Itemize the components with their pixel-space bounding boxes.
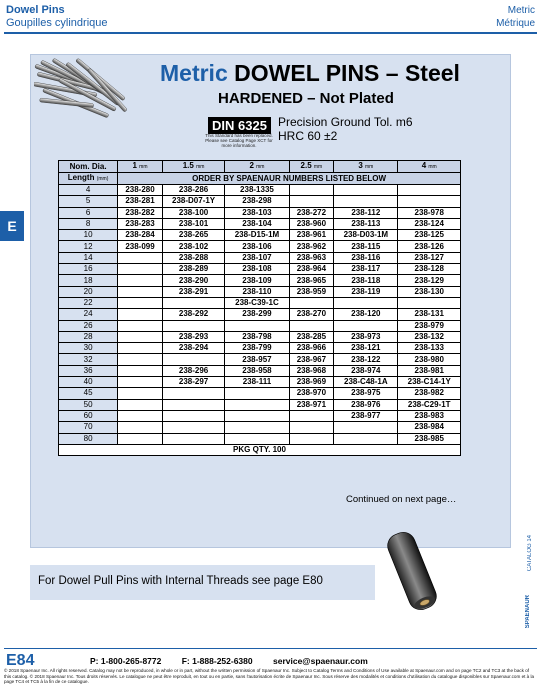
table-row	[59, 286, 461, 297]
part-number-cell[interactable]: 238-133	[398, 343, 461, 354]
part-number-cell[interactable]: 238-296	[162, 365, 225, 376]
part-number-cell[interactable]: 238-967	[289, 354, 334, 365]
part-number-cell[interactable]: 238-983	[398, 410, 461, 421]
part-number-cell[interactable]: 238-971	[289, 399, 334, 410]
category-fr: Métrique	[496, 18, 535, 29]
title-rest: DOWEL PINS – Steel	[234, 60, 460, 86]
part-number-cell[interactable]: 238-129	[398, 275, 461, 286]
part-number-cell[interactable]: 238-108	[225, 264, 289, 275]
part-number-cell[interactable]: 238-297	[162, 377, 225, 388]
length-label: Length (mm)	[59, 173, 118, 185]
part-number-cell[interactable]: 238-C14-1Y	[398, 377, 461, 388]
part-number-cell[interactable]: 238-965	[289, 275, 334, 286]
part-number-cell[interactable]: 238-122	[334, 354, 398, 365]
length-cell: 80	[59, 433, 118, 444]
part-number-cell[interactable]: 238-113	[334, 218, 398, 229]
table-row	[59, 196, 461, 207]
part-number-cell[interactable]: 238-981	[398, 365, 461, 376]
nom-dia-label: Nom. Dia.	[59, 161, 118, 173]
fax: F: 1-888-252-6380	[181, 656, 253, 666]
pkg-qty-row	[59, 444, 461, 455]
part-number-cell	[162, 320, 225, 331]
table-row	[59, 207, 461, 218]
part-number-cell	[289, 433, 334, 444]
part-number-cell[interactable]: 238-128	[398, 264, 461, 275]
part-number-cell[interactable]: 238-964	[289, 264, 334, 275]
part-number-cell[interactable]: 238-298	[225, 196, 289, 207]
part-number-cell	[162, 422, 225, 433]
part-number-cell	[398, 185, 461, 196]
din-badge: DIN 6325	[208, 117, 271, 134]
length-cell: 12	[59, 241, 118, 252]
contact-line	[90, 656, 386, 666]
part-number-cell[interactable]: 238-110	[225, 286, 289, 297]
part-number-cell	[225, 433, 289, 444]
part-number-cell[interactable]: 238-131	[398, 309, 461, 320]
part-number-cell[interactable]: 238-974	[334, 365, 398, 376]
page-number: E84	[6, 652, 35, 669]
part-number-cell	[289, 422, 334, 433]
header-row	[59, 161, 461, 173]
part-number-cell[interactable]: 238-280	[118, 185, 163, 196]
order-instruction: ORDER BY SPAENAUR NUMBERS LISTED BELOW	[118, 173, 461, 185]
part-number-cell	[225, 410, 289, 421]
part-number-cell[interactable]: 238-985	[398, 433, 461, 444]
part-number-cell[interactable]: 238-978	[398, 207, 461, 218]
part-number-cell[interactable]: 238-C48-1A	[334, 377, 398, 388]
length-cell: 40	[59, 377, 118, 388]
table-row	[59, 365, 461, 376]
title-metric: Metric	[160, 60, 228, 86]
part-number-cell[interactable]: 238-120	[334, 309, 398, 320]
part-number-cell	[225, 399, 289, 410]
part-number-cell[interactable]: 238-1335	[225, 185, 289, 196]
table-row	[59, 230, 461, 241]
part-number-cell	[162, 399, 225, 410]
table-row	[59, 241, 461, 252]
part-number-cell	[118, 422, 163, 433]
dia-col-3: 2 mm	[225, 161, 289, 173]
part-number-cell[interactable]: 238-977	[334, 410, 398, 421]
part-number-cell[interactable]: 238-D07-1Y	[162, 196, 225, 207]
part-number-cell	[118, 377, 163, 388]
length-cell: 28	[59, 331, 118, 342]
header-rule	[4, 32, 537, 34]
section-tab[interactable]: E	[0, 211, 24, 241]
length-cell: 22	[59, 297, 118, 308]
part-number-cell[interactable]: 238-293	[162, 331, 225, 342]
part-number-cell[interactable]: 238-286	[162, 185, 225, 196]
part-number-cell[interactable]: 238-102	[162, 241, 225, 252]
page-title	[160, 60, 460, 87]
part-number-cell[interactable]: 238-799	[225, 343, 289, 354]
part-number-cell[interactable]: 238-960	[289, 218, 334, 229]
part-number-cell	[118, 286, 163, 297]
table-row	[59, 275, 461, 286]
part-number-cell	[118, 365, 163, 376]
part-number-cell	[118, 331, 163, 342]
part-number-cell[interactable]: 238-100	[162, 207, 225, 218]
table-row	[59, 264, 461, 275]
part-number-cell[interactable]: 238-973	[334, 331, 398, 342]
table-row	[59, 422, 461, 433]
section-title-en: Dowel Pins	[6, 4, 65, 16]
brand-logo: SPAENAUR	[525, 595, 531, 629]
part-number-cell	[118, 264, 163, 275]
part-number-cell[interactable]: 238-130	[398, 286, 461, 297]
part-number-cell[interactable]: 238-109	[225, 275, 289, 286]
part-number-cell	[225, 422, 289, 433]
part-number-cell[interactable]: 238-132	[398, 331, 461, 342]
table-row	[59, 331, 461, 342]
part-number-cell[interactable]: 238-117	[334, 264, 398, 275]
section-title-fr: Goupilles cylindrique	[6, 17, 108, 29]
part-number-cell	[118, 320, 163, 331]
part-number-cell	[162, 354, 225, 365]
part-number-cell	[289, 320, 334, 331]
part-number-cell	[398, 297, 461, 308]
part-number-cell[interactable]: 238-798	[225, 331, 289, 342]
part-number-cell[interactable]: 238-961	[289, 230, 334, 241]
catalog-tab: CATALOG 14	[527, 535, 533, 572]
table-row	[59, 309, 461, 320]
part-number-cell[interactable]: 238-289	[162, 264, 225, 275]
dia-col-1: 1 mm	[118, 161, 163, 173]
spec-hardness: HRC 60 ±2	[278, 129, 338, 143]
table-row	[59, 320, 461, 331]
length-cell: 24	[59, 309, 118, 320]
part-number-cell[interactable]: 238-111	[225, 377, 289, 388]
part-number-cell[interactable]: 238-962	[289, 241, 334, 252]
part-number-cell[interactable]: 238-272	[289, 207, 334, 218]
part-number-cell[interactable]: 238-976	[334, 399, 398, 410]
part-number-cell[interactable]: 238-292	[162, 309, 225, 320]
part-number-cell[interactable]: 238-982	[398, 388, 461, 399]
length-cell: 18	[59, 275, 118, 286]
length-cell: 20	[59, 286, 118, 297]
part-number-cell[interactable]: 238-957	[225, 354, 289, 365]
table-row	[59, 377, 461, 388]
part-number-cell	[162, 388, 225, 399]
dowel-pins-image	[34, 58, 152, 122]
length-cell: 36	[59, 365, 118, 376]
table-row	[59, 185, 461, 196]
part-number-cell	[118, 433, 163, 444]
part-number-cell[interactable]: 238-282	[118, 207, 163, 218]
part-number-cell[interactable]: 238-283	[118, 218, 163, 229]
part-number-cell[interactable]: 238-127	[398, 252, 461, 263]
part-number-cell[interactable]: 238-101	[162, 218, 225, 229]
table-row	[59, 297, 461, 308]
part-number-cell[interactable]: 238-121	[334, 343, 398, 354]
length-cell: 16	[59, 264, 118, 275]
table-row	[59, 218, 461, 229]
part-number-cell	[118, 343, 163, 354]
part-number-cell[interactable]: 238-103	[225, 207, 289, 218]
part-number-cell[interactable]: 238-125	[398, 230, 461, 241]
part-number-cell[interactable]: 238-270	[289, 309, 334, 320]
table-row	[59, 343, 461, 354]
part-number-cell[interactable]: 238-285	[289, 331, 334, 342]
length-cell: 10	[59, 230, 118, 241]
pull-pins-reference[interactable]: For Dowel Pull Pins with Internal Threads see page E80	[38, 575, 323, 587]
threaded-pin-image	[372, 525, 452, 617]
part-number-cell	[289, 196, 334, 207]
part-number-cell[interactable]: 238-099	[118, 241, 163, 252]
part-number-cell[interactable]: 238-968	[289, 365, 334, 376]
part-number-cell	[289, 185, 334, 196]
part-number-cell[interactable]: 238-107	[225, 252, 289, 263]
part-number-cell	[118, 252, 163, 263]
part-number-cell[interactable]: 238-975	[334, 388, 398, 399]
dia-col-5: 3 mm	[334, 161, 398, 173]
part-number-cell[interactable]: 238-119	[334, 286, 398, 297]
header-right	[496, 4, 535, 30]
part-number-cell	[334, 422, 398, 433]
length-cell: 32	[59, 354, 118, 365]
part-number-cell[interactable]: 238-116	[334, 252, 398, 263]
part-number-cell[interactable]: 238-958	[225, 365, 289, 376]
length-cell: 50	[59, 399, 118, 410]
dowel-pin-table	[58, 160, 461, 456]
part-number-cell	[334, 320, 398, 331]
part-number-cell[interactable]: 238-294	[162, 343, 225, 354]
part-number-cell	[289, 410, 334, 421]
part-number-cell[interactable]: 238-291	[162, 286, 225, 297]
part-number-cell[interactable]: 238-118	[334, 275, 398, 286]
part-number-cell[interactable]: 238-284	[118, 230, 163, 241]
part-number-cell[interactable]: 238-106	[225, 241, 289, 252]
part-number-cell	[334, 297, 398, 308]
length-cell: 45	[59, 388, 118, 399]
legal-text: © 2018 Spaenaur Inc. All rights reserved. Catalog may not be reproduced, in whole or in part, without the written permission of Spaenaur Inc. Subject to Catalog Terms and Conditions of Use available at Spaenaur.com and on page TC2 and TC3 at the back of this catalog. © 2018 Spaenaur Inc. Tous droits réservés. Le catalogue ne peut être reproduit, en tout ou en partie, sans l'autorisation écrite de Spaenaur Inc. Sous réserve des modalités et conditions d'utilisation du catalogue disponibles sur Spaenaur.com et à la page TC4 et TC5 à la fin de ce catalogue.	[4, 668, 535, 685]
part-number-cell	[225, 388, 289, 399]
part-number-cell[interactable]: 238-963	[289, 252, 334, 263]
part-number-cell	[118, 309, 163, 320]
length-cell: 26	[59, 320, 118, 331]
part-number-cell	[225, 320, 289, 331]
part-number-cell[interactable]: 238-124	[398, 218, 461, 229]
length-cell: 5	[59, 196, 118, 207]
part-number-cell	[334, 196, 398, 207]
dia-col-4: 2.5 mm	[289, 161, 334, 173]
email-link[interactable]: service@spaenaur.com	[273, 656, 368, 666]
header-left	[6, 4, 108, 30]
table-row	[59, 354, 461, 365]
part-number-cell	[162, 433, 225, 444]
length-cell: 60	[59, 410, 118, 421]
part-number-cell	[118, 297, 163, 308]
footer-rule	[4, 648, 537, 649]
table-row	[59, 433, 461, 444]
length-cell: 6	[59, 207, 118, 218]
part-number-cell[interactable]: 238-299	[225, 309, 289, 320]
part-number-cell[interactable]: 238-980	[398, 354, 461, 365]
phone[interactable]: P: 1-800-265-8772	[90, 656, 162, 666]
length-cell: 30	[59, 343, 118, 354]
part-number-cell[interactable]: 238-979	[398, 320, 461, 331]
part-number-cell[interactable]: 238-288	[162, 252, 225, 263]
spec-tolerance: Precision Ground Tol. m6	[278, 115, 413, 129]
length-row	[59, 173, 461, 185]
part-number-cell[interactable]: 238-290	[162, 275, 225, 286]
continued-note: Continued on next page…	[346, 494, 457, 505]
part-number-cell	[289, 297, 334, 308]
part-number-cell[interactable]: 238-966	[289, 343, 334, 354]
part-number-cell	[118, 354, 163, 365]
part-number-cell	[118, 410, 163, 421]
part-number-cell	[334, 433, 398, 444]
part-number-cell[interactable]: 238-D15-1M	[225, 230, 289, 241]
dia-col-2: 1.5 mm	[162, 161, 225, 173]
part-number-cell[interactable]: 238-115	[334, 241, 398, 252]
length-cell: 70	[59, 422, 118, 433]
spec-block	[278, 115, 413, 143]
part-number-cell[interactable]: 238-126	[398, 241, 461, 252]
part-number-cell[interactable]: 238-D03-1M	[334, 230, 398, 241]
part-number-cell	[118, 388, 163, 399]
part-number-cell[interactable]: 238-104	[225, 218, 289, 229]
part-number-cell	[334, 185, 398, 196]
length-cell: 14	[59, 252, 118, 263]
part-number-cell	[162, 297, 225, 308]
part-number-cell[interactable]: 238-281	[118, 196, 163, 207]
part-number-cell[interactable]: 238-959	[289, 286, 334, 297]
table-row	[59, 388, 461, 399]
part-number-cell	[162, 410, 225, 421]
table-row	[59, 252, 461, 263]
pkg-qty: PKG QTY. 100	[59, 444, 461, 455]
part-number-cell[interactable]: 238-970	[289, 388, 334, 399]
part-number-cell	[398, 196, 461, 207]
din-note: This Standard has been replaced. Please see Catalog Page XCT for more information.	[205, 133, 273, 148]
table-row	[59, 399, 461, 410]
category-en: Metric	[507, 5, 535, 16]
dia-col-6: 4 mm	[398, 161, 461, 173]
length-cell: 4	[59, 185, 118, 196]
part-number-cell	[118, 399, 163, 410]
part-number-cell[interactable]: 238-969	[289, 377, 334, 388]
part-number-cell[interactable]: 238-984	[398, 422, 461, 433]
part-number-cell[interactable]: 238-C39-1C	[225, 297, 289, 308]
part-number-cell[interactable]: 238-265	[162, 230, 225, 241]
part-number-cell[interactable]: 238-C29-1T	[398, 399, 461, 410]
page-subtitle: HARDENED – Not Plated	[218, 90, 394, 107]
table-row	[59, 410, 461, 421]
part-number-cell[interactable]: 238-112	[334, 207, 398, 218]
part-number-cell	[118, 275, 163, 286]
length-cell: 8	[59, 218, 118, 229]
